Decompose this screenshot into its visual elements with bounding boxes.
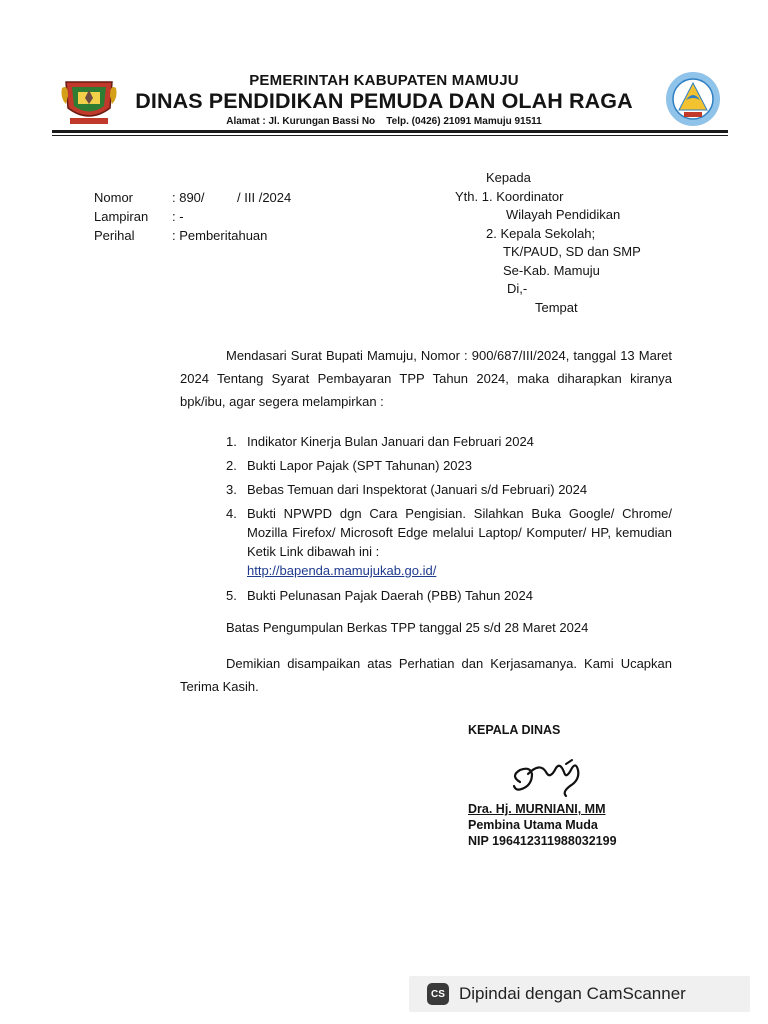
letterhead-rule-thin: [52, 135, 728, 136]
recipient-line-2: Wilayah Pendidikan: [506, 207, 621, 222]
signatory-name: Dra. Hj. MURNIANI, MM: [468, 802, 606, 816]
intro-paragraph: Mendasari Surat Bupati Mamuju, Nomor : 900/687/III/2024, tanggal 13 Maret 2024 Tentang Syarat Pembayaran TPP Tahun 2024, maka diharapkan kiranya bpk/ibu, agar segera melampirkan :: [180, 348, 672, 409]
letterhead-government: PEMERINTAH KABUPATEN MAMUJU: [249, 72, 519, 89]
handwritten-signature: [506, 756, 592, 798]
list-item-text: Indikator Kinerja Bulan Januari dan Februari 2024: [247, 434, 534, 449]
list-item: [226, 480, 672, 499]
deadline-text: Batas Pengumpulan Berkas TPP tanggal 25 s/d 28 Maret 2024: [226, 620, 589, 635]
list-item-number: 1.: [226, 434, 237, 449]
list-item-number: 5.: [226, 588, 237, 603]
list-item-number: 4.: [226, 506, 237, 521]
recipient-line-6: Di,-: [507, 281, 528, 296]
list-item: [226, 586, 672, 605]
nomor-value: : 890/ / III /2024: [172, 190, 292, 205]
closing-block: [180, 652, 672, 698]
meta-perihal: [94, 226, 291, 245]
meta-nomor: [94, 188, 291, 207]
camscanner-watermark: [409, 976, 750, 1012]
perihal-value: : Pemberitahuan: [172, 228, 268, 243]
list-item: [226, 504, 672, 580]
recipient-line-3: 2. Kepala Sekolah;: [486, 225, 596, 241]
signature-details: [468, 801, 617, 849]
signatory-nip: NIP 196412311988032199: [468, 834, 617, 848]
camscanner-icon: CS: [427, 983, 449, 1005]
requirements-list: [226, 432, 672, 610]
lampiran-value: : -: [172, 209, 184, 224]
recipient-kepada: Kepada: [486, 170, 531, 185]
camscanner-text: Dipindai dengan CamScanner: [459, 984, 686, 1003]
nomor-label: Nomor: [94, 190, 134, 205]
recipient-line-4: TK/PAUD, SD dan SMP: [503, 244, 641, 259]
list-item: [226, 456, 672, 475]
letter-meta: [94, 188, 291, 245]
list-item-text: Bukti NPWPD dgn Cara Pengisian. Silahkan Buka Google/ Chrome/ Mozilla Firefox/ Microsoft Edge melalui Laptop/ Komputer/ HP, kemudian Ketik Link dibawah ini :: [247, 506, 672, 559]
letterhead-rule-thick: [52, 130, 728, 133]
lampiran-label: Lampiran: [94, 209, 149, 224]
meta-lampiran: [94, 207, 291, 226]
signature-title: KEPALA DINAS: [468, 723, 561, 737]
body-intro: [180, 344, 672, 413]
list-item-text: Bukti Lapor Pajak (SPT Tahunan) 2023: [247, 458, 472, 473]
recipient-block: [455, 169, 641, 317]
list-item-text: Bebas Temuan dari Inspektorat (Januari s/d Februari) 2024: [247, 482, 588, 497]
letterhead-agency: DINAS PENDIDIKAN PEMUDA DAN OLAH RAGA: [135, 89, 633, 113]
list-item-number: 2.: [226, 458, 237, 473]
list-item-text: Bukti Pelunasan Pajak Daerah (PBB) Tahun 2024: [247, 588, 533, 603]
recipient-line-1: Yth. 1. Koordinator: [455, 188, 564, 204]
list-item: [226, 432, 672, 451]
recipient-line-5: Se-Kab. Mamuju: [503, 262, 600, 278]
letterhead-address: Alamat : Jl. Kurungan Bassi No Telp. (0426) 21091 Mamuju 91511: [226, 116, 542, 127]
perihal-label: Perihal: [94, 228, 135, 243]
list-item-number: 3.: [226, 482, 237, 497]
signatory-rank: Pembina Utama Muda: [468, 818, 598, 832]
recipient-line-7: Tempat: [535, 299, 578, 315]
closing-paragraph: Demikian disampaikan atas Perhatian dan Kerjasamanya. Kami Ucapkan Terima Kasih.: [180, 656, 672, 694]
bapenda-link[interactable]: http://bapenda.mamujukab.go.id/: [247, 563, 437, 578]
